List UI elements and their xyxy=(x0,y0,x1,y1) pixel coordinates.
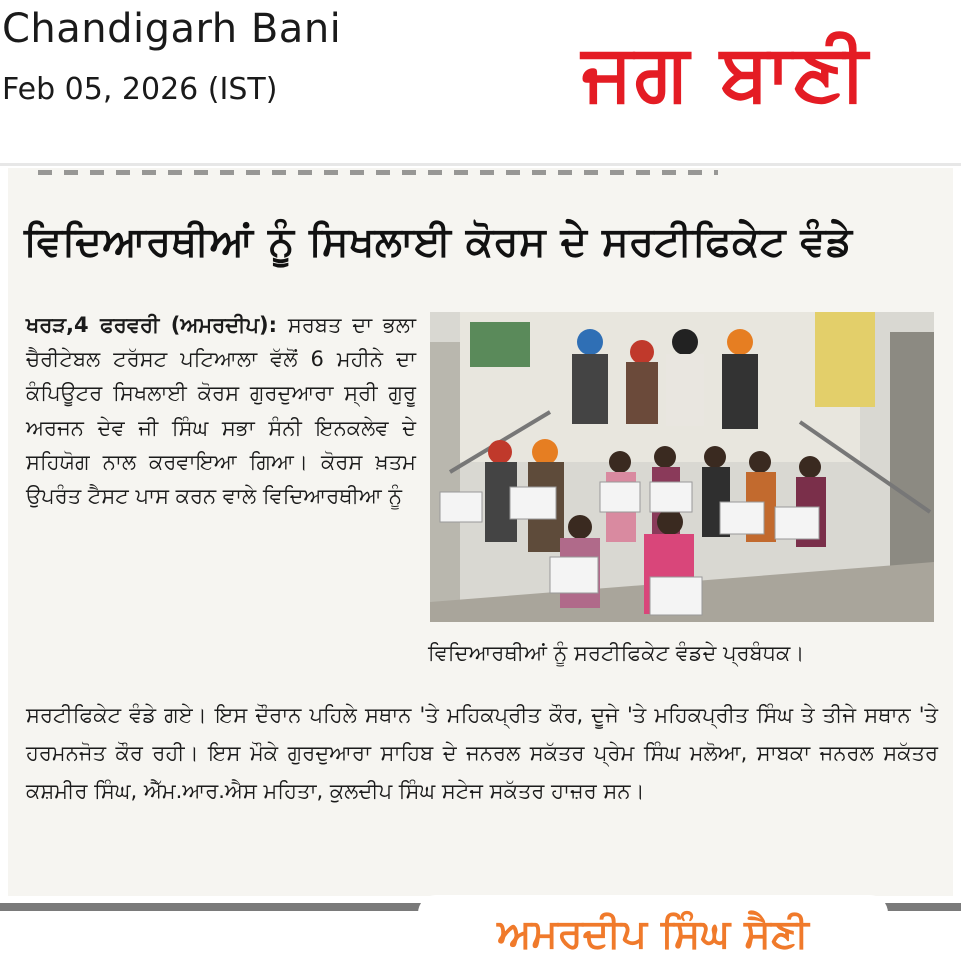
article-column-text xyxy=(26,308,416,513)
header-divider xyxy=(0,163,961,166)
group-photo-illustration xyxy=(430,312,934,622)
publication-date: Feb 05, 2026 (IST) xyxy=(2,72,278,107)
newspaper-clipping xyxy=(8,168,953,896)
reporter-byline: ਅਮਰਦੀਪ ਸਿੰਘ ਸੈਣੀ xyxy=(497,911,809,957)
cut-text-remnant xyxy=(38,168,718,178)
newspaper-masthead-logo: ਜਗ ਬਾਣੀ xyxy=(581,27,870,118)
article-body-column: ਸਰਬਤ ਦਾ ਭਲਾ ਚੈਰੀਟੇਬਲ ਟਰੱਸਟ ਪਟਿਆਲਾ ਵੱਲੋਂ 6 ਮਹੀਨੇ ਦਾ ਕੰਪਿਊਟਰ ਸਿਖਲਾਈ ਕੋਰਸ ਗੁਰਦੁਆਰਾ ਸ੍ਰੀ ਗੁਰੂ ਅਰਜਨ ਦੇਵ ਜੀ ਸਿੰਘ ਸਭਾ ਸੰਨੀ ਇਨਕਲੇਵ ਦੇ ਸਹਿਯੋਗ ਨਾਲ ਕਰਵਾਇਆ ਗਿਆ। ਕੋਰਸ ਖ਼ਤਮ ਉਪਰੰਤ ਟੈਸਟ ਪਾਸ ਕਰਨ ਵਾਲੇ ਵਿਦਿਆਰਥੀਆ ਨੂੰ xyxy=(26,313,416,509)
photo-caption: ਵਿਦਿਆਰਥੀਆਂ ਨੂੰ ਸਰਟੀਫਿਕੇਟ ਵੰਡਦੇ ਪ੍ਰਬੰਧਕ। xyxy=(428,641,805,665)
article-photo xyxy=(430,312,934,622)
article-body-continuation: ਸਰਟੀਫਿਕੇਟ ਵੰਡੇ ਗਏ। ਇਸ ਦੌਰਾਨ ਪਹਿਲੇ ਸਥਾਨ 'ਤੇ ਮਹਿਕਪ੍ਰੀਤ ਕੌਰ, ਦੂਜੇ 'ਤੇ ਮਹਿਕਪ੍ਰੀਤ ਸਿੰਘ ਤੇ ਤੀਜੇ ਸਥਾਨ 'ਤੇ ਹਰਮਨਜੋਤ ਕੌਰ ਰਹੀ। ਇਸ ਮੌਕੇ ਗੁਰਦੁਆਰਾ ਸਾਹਿਬ ਦੇ ਜਨਰਲ ਸਕੱਤਰ ਪ੍ਰੇਮ ਸਿੰਘ ਮਲੋਆ, ਸਾਬਕਾ ਜਨਰਲ ਸਕੱਤਰ ਕਸ਼ਮੀਰ ਸਿੰਘ, ਐੱਮ.ਆਰ.ਐਸ ਮਹਿਤਾ, ਕੁਲਦੀਪ ਸਿੰਘ ਸਟੇਜ ਸਕੱਤਰ ਹਾਜ਼ਰ ਸਨ। xyxy=(26,703,938,803)
article-body-full-width xyxy=(26,696,938,810)
article-dateline: ਖਰੜ,4 ਫਰਵਰੀ (ਅਮਰਦੀਪ): xyxy=(26,313,278,337)
publication-name: Chandigarh Bani xyxy=(2,6,342,52)
byline-panel xyxy=(418,895,888,980)
article-headline: ਵਿਦਿਆਰਥੀਆਂ ਨੂੰ ਸਿਖਲਾਈ ਕੋਰਸ ਦੇ ਸਰਟੀਫਿਕੇਟ ਵੰਡੇ xyxy=(24,219,853,265)
page-header xyxy=(0,0,961,165)
